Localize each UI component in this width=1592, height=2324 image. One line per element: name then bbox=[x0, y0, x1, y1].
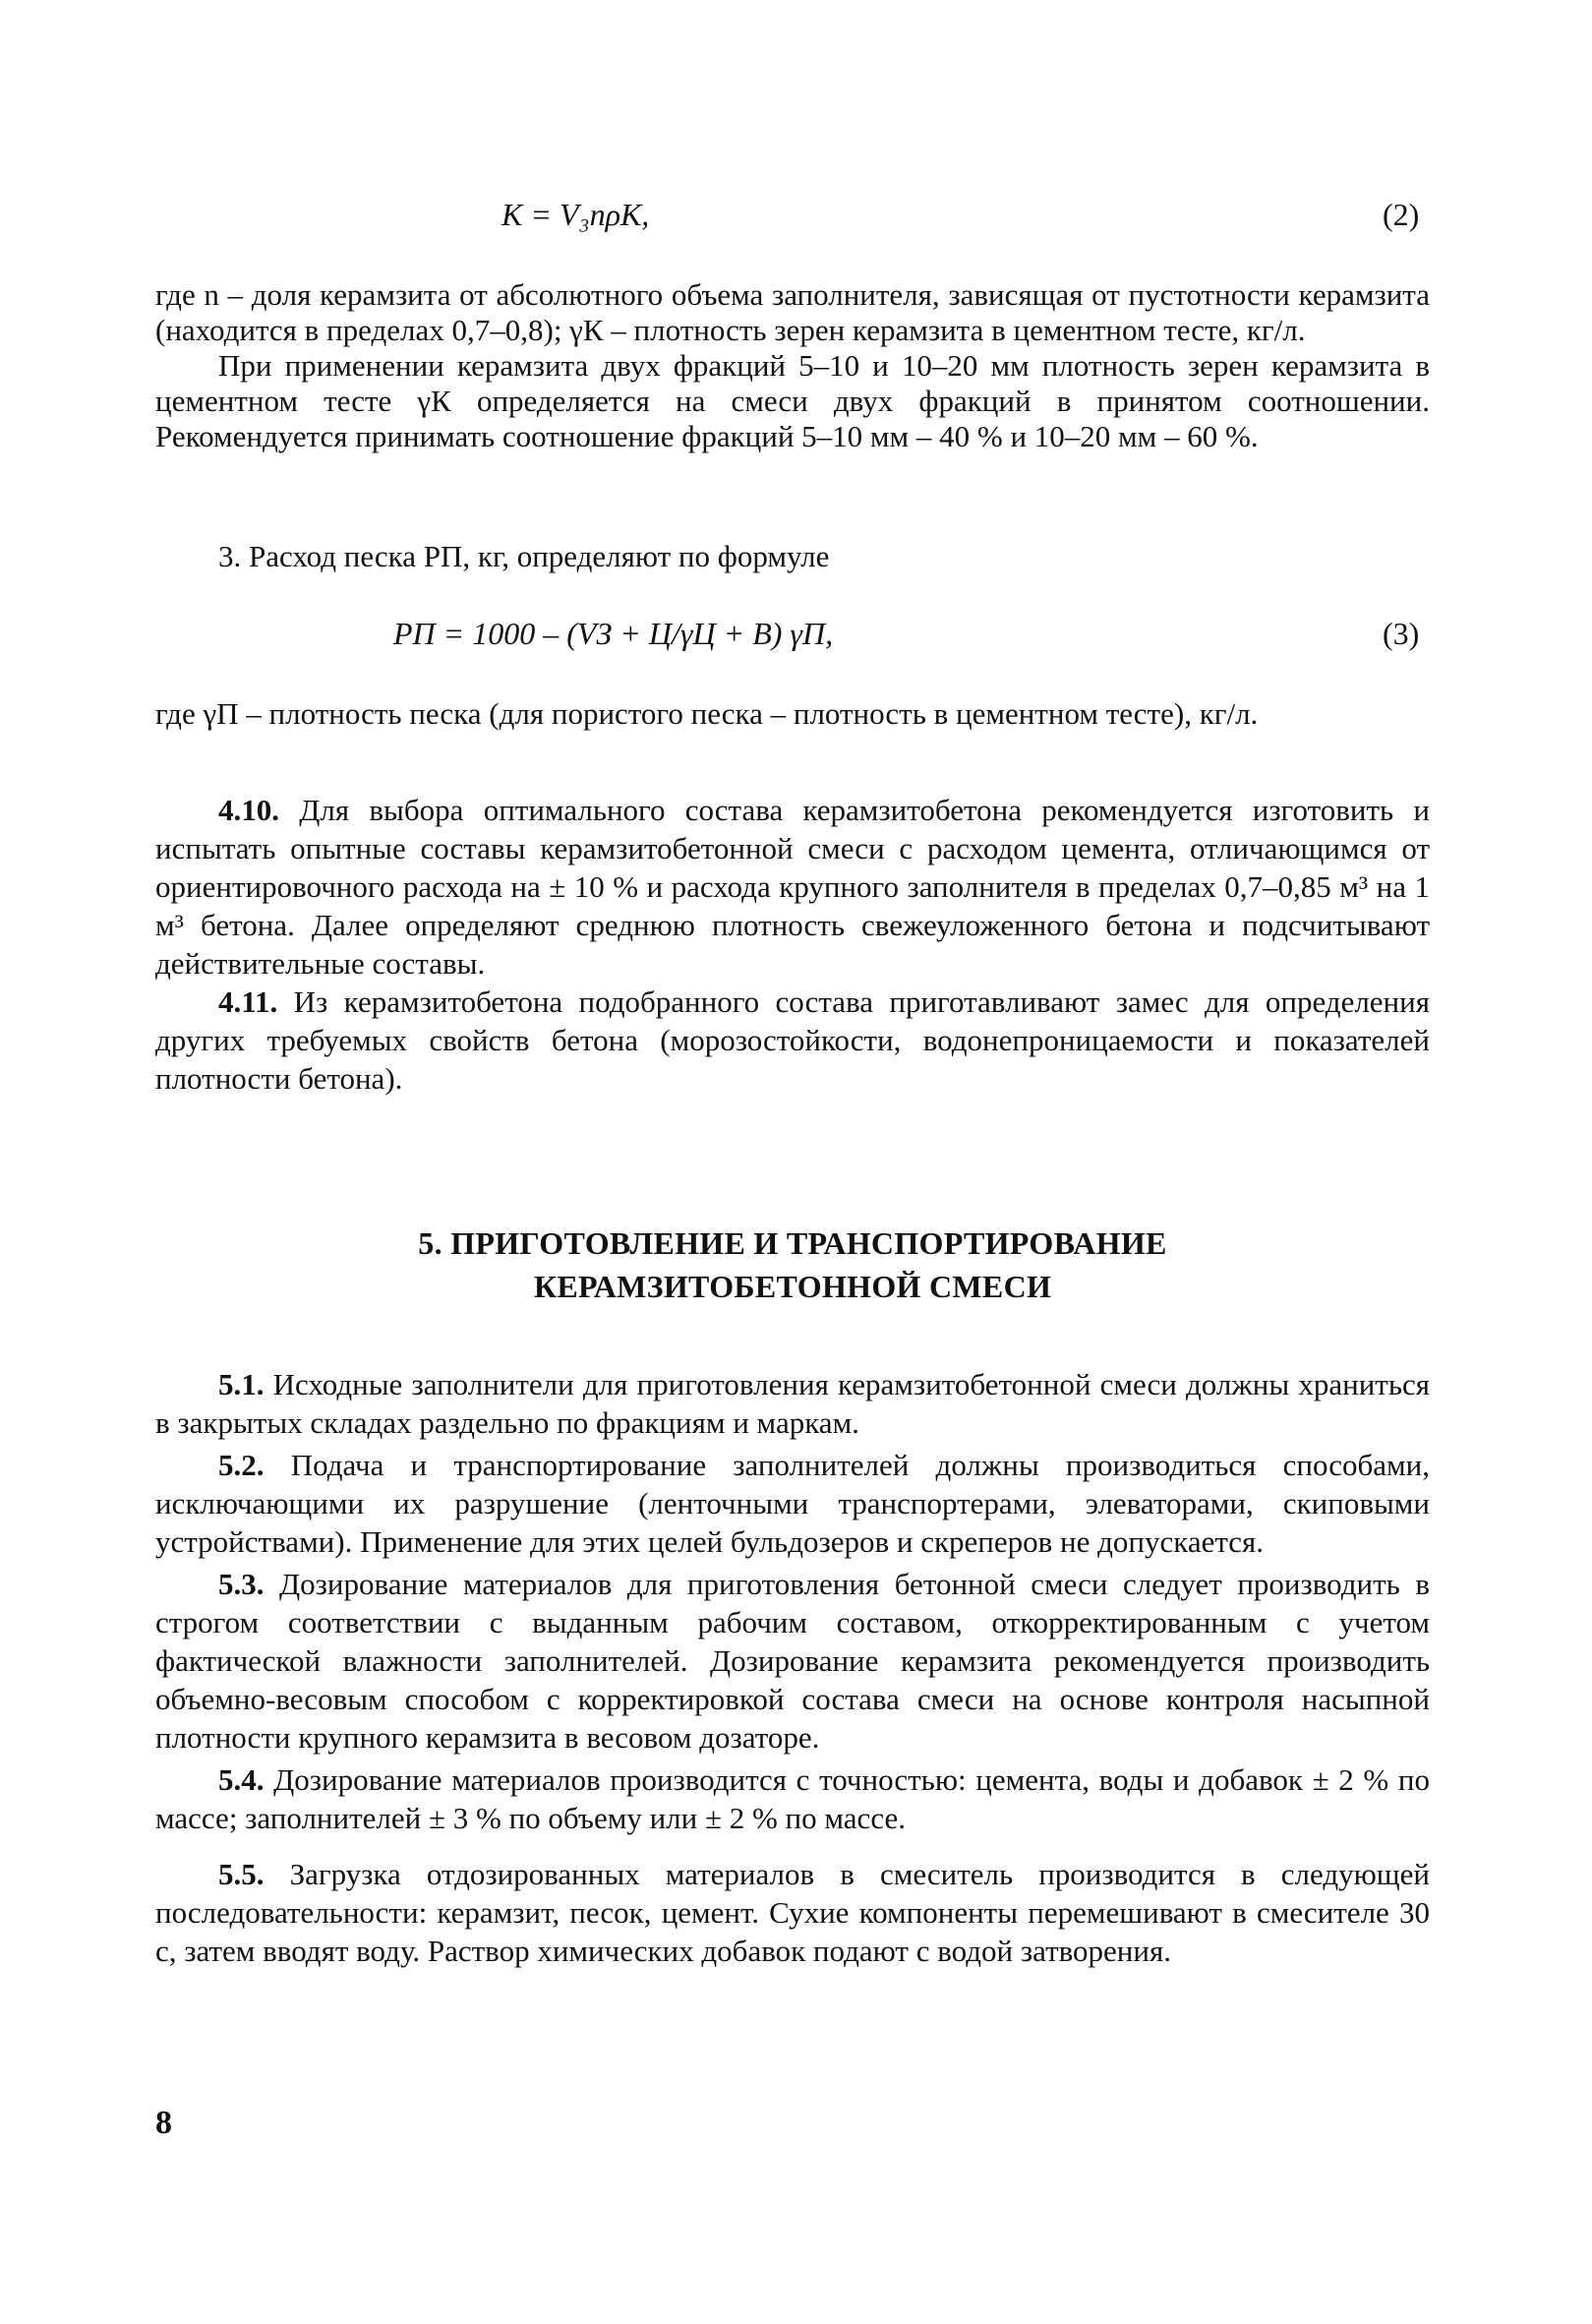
fractions-paragraph: При применении керамзита двух фракций 5–10 и 10–20 мм плотность зерен керамзита в цементном тесте γК определяется на смеси двух фракций в принятом соотношении. Рекомендуется принимать соотношение фракций 5–10 мм – 40 % и 10–20 мм – 60 %. bbox=[155, 348, 1430, 453]
item-5-4-text: Дозирование материалов производится с точностью: цемента, воды и добавок ± 2 % по массе; заполнителей ± 3 % по объему или ± 2 % по массе. bbox=[155, 1762, 1430, 1835]
item-5-5-number: 5.5. bbox=[218, 1857, 265, 1891]
item-5-3-text: Дозирование материалов для приготовления бетонной смеси следует производить в строгом соответствии с выданным рабочим составом, откорректированным с учетом фактической влажности заполнителей. Дозирование керамзита рекомендуется производить объемно-весовым способом с корректировкой состава смеси на основе контроля насыпной плотности крупного керамзита в весовом дозаторе. bbox=[155, 1567, 1430, 1755]
page-number: 8 bbox=[155, 2105, 172, 2141]
item-4-11-text: Из керамзитобетона подобранного состава приготавливают замес для определения других требуемых свойств бетона (морозостойкости, водонепроницаемости и показателей плотности бетона). bbox=[155, 984, 1430, 1096]
item-5-4-number: 5.4. bbox=[218, 1762, 265, 1797]
item-4-11-number: 4.11. bbox=[218, 984, 278, 1019]
formula-3: PП = 1000 – (VЗ + Ц/γЦ + В) γП, bbox=[393, 616, 834, 651]
item-5-1-text: Исходные заполнители для приготовления керамзитобетонной смеси должны храниться в закрытых складах раздельно по фракциям и маркам. bbox=[155, 1367, 1431, 1440]
definitions-block bbox=[155, 277, 1430, 454]
item-5-2-number: 5.2. bbox=[218, 1448, 265, 1482]
definition-paragraph: где n – доля керамзита от абсолютного объема заполнителя, зависящая от пустотности керамзита (находится в пределах 0,7–0,8); γК – плотность зерен керамзита в цементном тесте, кг/л. bbox=[155, 277, 1430, 347]
item-5-5-text: Загрузка отдозированных материалов в смеситель производится в следующей последовательности: керамзит, песок, цемент. Сухие компоненты перемешивают в смесителе 30 с, затем вводят воду. Раствор химических добавок подают с водой затворения. bbox=[155, 1857, 1430, 1968]
section-5-heading bbox=[155, 1222, 1430, 1308]
item-5-3 bbox=[155, 1565, 1430, 1757]
item-4-10 bbox=[155, 791, 1430, 983]
section-5-heading-line1: 5. ПРИГОТОВЛЕНИЕ И ТРАНСПОРТИРОВАНИЕ bbox=[418, 1225, 1167, 1261]
item-5-2 bbox=[155, 1446, 1430, 1561]
sand-intro-block bbox=[155, 539, 1430, 574]
formula-3-number: (3) bbox=[1383, 616, 1420, 651]
item-5-4 bbox=[155, 1760, 1430, 1837]
section-5-heading-line2: КЕРАМЗИТОБЕТОННОЙ СМЕСИ bbox=[533, 1269, 1052, 1304]
sand-density-paragraph: где γП – плотность песка (для пористого песка – плотность в цементном тесте), кг/л. bbox=[155, 696, 1259, 731]
formula-2-number: (2) bbox=[1383, 197, 1420, 232]
item-4-10-text: Для выбора оптимального состава керамзитобетона рекомендуется изготовить и испытать опытные составы керамзитобетонной смеси с расходом цемента, отличающимся от ориентировочного расхода на ± 10 % и расхода крупного заполнителя в пределах 0,7–0,85 м³ на 1 м³ бетона. Далее определяют среднюю плотность свежеуложенного бетона и подсчитывают действительные составы. bbox=[155, 793, 1431, 981]
item-5-2-text: Подача и транспортирование заполнителей должны производиться способами, исключающими их разрушение (ленточными транспортерами, элеваторами, скиповыми устройствами). Применение для этих целей бульдозеров и скреперов не допускается. bbox=[155, 1448, 1430, 1559]
item-4-11 bbox=[155, 983, 1430, 1098]
sand-density-block bbox=[155, 696, 1430, 732]
items-4-block bbox=[155, 791, 1430, 1098]
item-5-1 bbox=[155, 1365, 1430, 1442]
sand-intro-paragraph: 3. Расход песка PП, кг, определяют по формуле bbox=[218, 539, 830, 573]
item-5-5 bbox=[155, 1855, 1430, 1970]
item-5-1-number: 5.1. bbox=[218, 1367, 265, 1401]
formula-2: K = V₃nρК, bbox=[501, 197, 650, 232]
items-5-block bbox=[155, 1365, 1430, 1970]
item-4-10-number: 4.10. bbox=[218, 793, 279, 827]
item-5-3-number: 5.3. bbox=[218, 1567, 265, 1601]
